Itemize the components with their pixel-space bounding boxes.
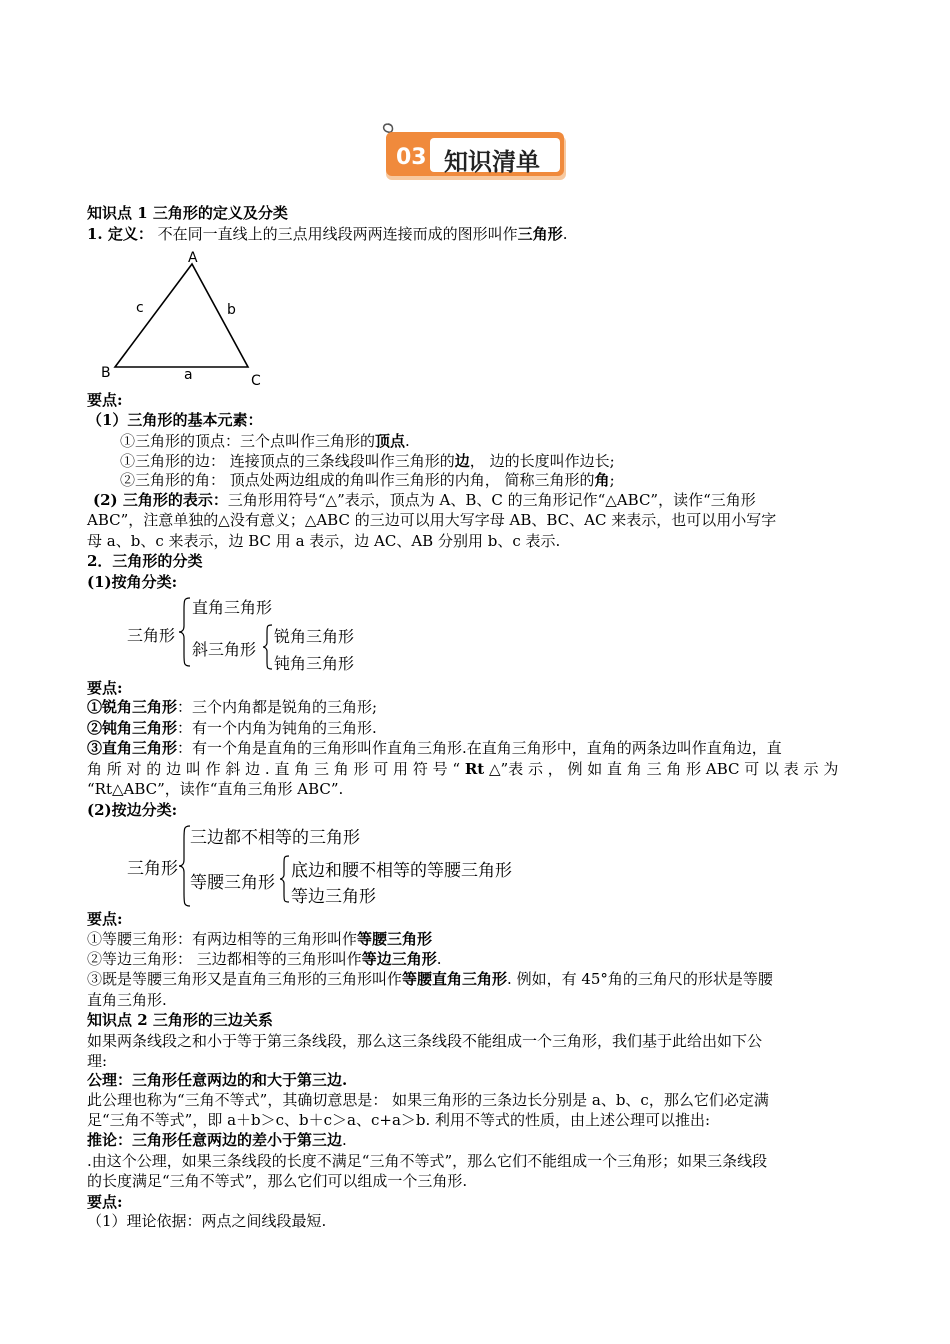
obtuse-term: ②钝角三角形	[87, 719, 178, 737]
right-line-2	[87, 759, 838, 779]
sec2-para3-line1: .由这个公理，如果三条线段的长度不满足“三角不等式”，那么它们不能组成一个三角形；如果三条线段	[87, 1152, 768, 1170]
angle-tree-obtuse: 钝角三角形	[274, 654, 355, 673]
theory-basis-line: （1）理论依据：两点之间线段最短.	[87, 1212, 327, 1230]
basic-elements-heading: （1）三角形的基本元素：	[87, 411, 263, 429]
angle-tree-brace-2	[262, 623, 274, 671]
corollary-end: .	[342, 1131, 347, 1149]
vertex-line	[120, 431, 410, 451]
keypoints-label-4: 要点:	[87, 1193, 123, 1211]
vertex-a-label: A	[188, 250, 198, 266]
keypoints-label-3: 要点:	[87, 910, 123, 928]
corollary-line	[87, 1130, 347, 1150]
side-text: ①三角形的边： 连接顶点的三条线段叫作三角形的	[120, 452, 455, 470]
right-text-2a: 角 所 对 的 边 叫 作 斜 边 . 直 角 三 角 形 可 用 符 号 “	[87, 760, 465, 778]
keypoints-label-2: 要点:	[87, 679, 123, 697]
vertex-end: .	[405, 432, 410, 450]
equilateral-end: .	[436, 950, 442, 968]
iso-right-line-2: 直角三角形.	[87, 991, 167, 1009]
representation-text-1: 三角形用符号“△”表示，顶点为 A、B、C 的三角形记作“△ABC”，读作“三角形	[227, 491, 756, 509]
angle-line	[120, 470, 615, 490]
iso-right-text: ③既是等腰三角形又是直角三角形的三角形叫作	[87, 970, 403, 988]
badge-title: 知识清单	[444, 148, 540, 176]
triangle-figure	[95, 246, 275, 392]
side-tree-iso-non-equal: 底边和腰不相等的等腰三角形	[291, 861, 512, 881]
angle-tree-right: 直角三角形	[192, 598, 273, 617]
definition-term: 三角形	[517, 225, 563, 243]
sec2-para1-line1: 如果两条线段之和小于等于第三条线段，那么这三条线段不能组成一个三角形，我们基于此给出如下公	[87, 1032, 763, 1050]
sec2-para3-line2: 的长度满足“三角不等式”，那么它们可以组成一个三角形.	[87, 1172, 468, 1190]
side-tree-root: 三角形	[127, 859, 178, 879]
by-angle-heading: (1)按角分类:	[87, 573, 178, 591]
side-tree-isosceles: 等腰三角形	[190, 873, 275, 893]
angle-end: ;	[609, 471, 615, 489]
side-end: ， 边的长度叫作边长;	[469, 452, 615, 470]
representation-line-1	[93, 490, 756, 510]
classification-heading: 2．三角形的分类	[87, 552, 203, 570]
obtuse-line	[87, 718, 377, 738]
corollary-text: 推论：三角形任意两边的差小于第三边	[87, 1131, 343, 1149]
section-heading-1: 知识点 1 三角形的定义及分类	[87, 204, 288, 222]
representation-line-2: ABC”，注意单独的△没有意义；△ABC 的三边可以用大写字母 AB、BC、AC 来表示，也可以用小写字	[87, 511, 777, 529]
equilateral-line	[87, 949, 442, 969]
acute-text: ：三个内角都是锐角的三角形;	[177, 698, 378, 716]
badge-curl-icon	[384, 124, 393, 132]
right-symbol: Rt	[464, 760, 485, 778]
keypoints-label-1: 要点:	[87, 391, 123, 409]
right-text-2c: △”表 示 ， 例 如 直 角 三 角 形 ABC 可 以 表 示 为	[484, 760, 839, 778]
representation-heading: (2) 三角形的表示：	[93, 491, 228, 509]
badge-number: 03	[396, 145, 427, 170]
isosceles-line	[87, 929, 432, 949]
angle-tree-brace-1	[178, 596, 192, 668]
acute-line	[87, 697, 377, 717]
side-tree-scalene: 三边都不相等的三角形	[190, 828, 360, 848]
section-heading-2: 知识点 2 三角形的三边关系	[87, 1011, 273, 1029]
angle-tree-acute: 锐角三角形	[274, 627, 355, 646]
isosceles-term: 等腰三角形	[357, 930, 433, 948]
angle-tree-root: 三角形	[127, 626, 176, 645]
side-c-label: c	[136, 300, 144, 316]
iso-right-end: . 例如，有 45°角的三角尺的形状是等腰	[507, 970, 773, 988]
angle-tree-oblique: 斜三角形	[192, 640, 257, 659]
vertex-text: ①三角形的顶点：三个点叫作三角形的	[120, 432, 376, 450]
right-term: ③直角三角形	[87, 739, 178, 757]
isosceles-text: ①等腰三角形：有两边相等的三角形叫作	[87, 930, 358, 948]
iso-right-line-1	[87, 969, 773, 989]
right-line-3: “Rt△ABC”，读作“直角三角形 ABC”.	[87, 780, 344, 798]
equilateral-text: ②等边三角形： 三边都相等的三角形叫作	[87, 950, 362, 968]
sec2-para2-line1: 此公理也称为“三角不等式”，其确切意思是： 如果三角形的三条边长分别是 a、b、c，那么它们必定满	[87, 1091, 769, 1109]
side-tree-equilateral: 等边三角形	[291, 887, 376, 907]
side-line	[120, 451, 615, 471]
vertex-b-label: B	[101, 365, 111, 381]
axiom-line: 公理：三角形任意两边的和大于第三边.	[87, 1071, 348, 1089]
right-line-1	[87, 738, 782, 758]
side-term: 边	[454, 452, 470, 470]
side-tree-brace-2	[279, 854, 291, 904]
iso-right-term: 等腰直角三角形	[402, 970, 508, 988]
sec2-para1-line2: 理:	[87, 1052, 108, 1070]
vertex-term: 顶点	[375, 432, 406, 450]
definition-text: 不在同一直线上的三点用线段两两连接而成的图形叫作	[152, 225, 518, 243]
side-a-label: a	[184, 367, 193, 383]
representation-line-3: 母 a、b、c 来表示，边 BC 用 a 表示，边 AC、AB 分别用 b、c 表示.	[87, 532, 561, 550]
side-b-label: b	[227, 302, 236, 318]
equilateral-term: 等边三角形	[361, 950, 437, 968]
vertex-c-label: C	[251, 373, 261, 389]
right-text: ：有一个角是直角的三角形叫作直角三角形.在直角三角形中，直角的两条边叫作直角边，直	[177, 739, 782, 757]
definition-line	[87, 224, 567, 244]
angle-text: ②三角形的角： 顶点处两边组成的角叫作三角形的内角， 简称三角形的	[120, 471, 595, 489]
by-side-heading: (2)按边分类:	[87, 801, 178, 819]
sec2-para2-line2: 足“三角不等式”，即 a＋b＞c、b＋c＞a、c+a＞b. 利用不等式的性质，由上述公理可以推出:	[87, 1111, 711, 1129]
definition-end: .	[562, 225, 568, 243]
angle-term: 角	[594, 471, 610, 489]
acute-term: ①锐角三角形	[87, 698, 178, 716]
obtuse-text: ：有一个内角为钝角的三角形.	[177, 719, 377, 737]
definition-label: 1. 定义：	[87, 225, 153, 243]
